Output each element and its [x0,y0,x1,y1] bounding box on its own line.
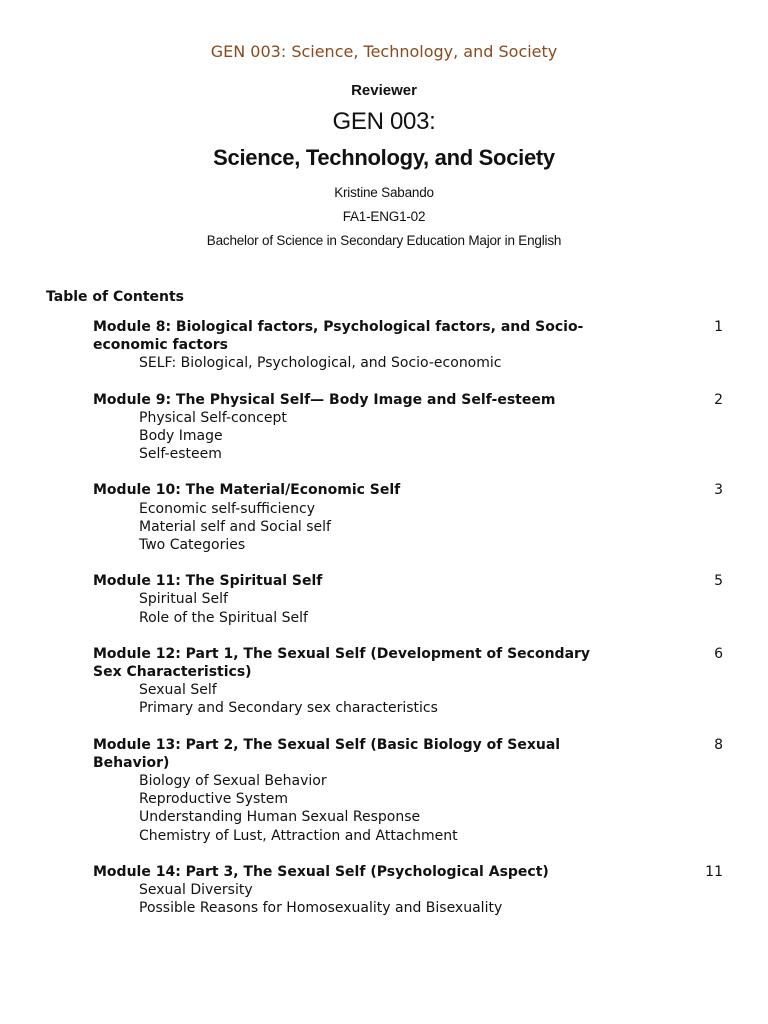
toc-subitem: Reproductive System [139,791,289,808]
toc-subitem: Sexual Self [139,682,217,699]
toc-subitem: Sexual Diversity [139,882,253,899]
page-number: 6 [714,645,723,662]
toc-module-10[interactable] [93,481,723,554]
degree-program: Bachelor of Science in Secondary Education Major in English [206,233,562,248]
page-number: 11 [705,863,723,880]
module-title: Module 10: The Material/Economic Self [93,482,401,499]
toc-subitem: Possible Reasons for Homosexuality and Bisexuality [139,900,503,917]
page-number: 2 [714,391,723,408]
page-number: 5 [714,573,723,590]
course-code-title: GEN 003: [332,108,436,135]
toc-subitem: Primary and Secondary sex characteristics [139,700,438,717]
section-code: FA1-ENG1-02 [342,209,426,224]
toc-subitem: Spiritual Self [139,591,228,608]
author-name: Kristine Sabando [334,185,434,200]
toc-subitem: Role of the Spiritual Self [139,609,308,626]
toc-subitem: Understanding Human Sexual Response [139,809,421,826]
toc-heading: Table of Contents [46,289,185,305]
toc-subitem: Self-esteem [139,446,222,463]
toc-module-8[interactable] [93,318,723,373]
page-number: 8 [714,736,723,753]
toc-subitem: Physical Self-concept [139,409,287,426]
module-title: Module 12: Part 1, The Sexual Self (Development of Secondary Sex Characteristics) [93,645,591,681]
toc-module-9[interactable] [93,391,723,464]
toc-subitem: Material self and Social self [139,518,331,535]
module-title: Module 13: Part 2, The Sexual Self (Basic Biology of Sexual Behavior) [93,736,561,771]
table-of-contents [93,318,723,935]
toc-module-13[interactable] [93,736,723,845]
document-label: Reviewer [351,82,417,99]
course-name-title: Science, Technology, and Society [213,145,555,170]
running-header: GEN 003: Science, Technology, and Society [210,42,558,61]
toc-subitem: Economic self-sufficiency [139,500,315,517]
module-title: Module 9: The Physical Self— Body Image and Self-esteem [93,391,556,408]
toc-module-14[interactable] [93,863,723,918]
toc-subitem: SELF: Biological, Psychological, and Socio-economic [139,355,502,372]
module-title: Module 8: Biological factors, Psychological factors, and Socio-economic factors [93,319,584,354]
toc-subitem: Body Image [139,428,223,445]
toc-module-11[interactable] [93,572,723,627]
page-number: 3 [714,482,723,499]
toc-module-12[interactable] [93,645,723,718]
module-title: Module 14: Part 3, The Sexual Self (Psychological Aspect) [93,863,549,880]
toc-subitem: Chemistry of Lust, Attraction and Attachment [139,827,458,844]
page-number: 1 [714,319,723,335]
module-title: Module 11: The Spiritual Self [93,573,323,590]
toc-subitem: Two Categories [139,537,246,554]
toc-subitem: Biology of Sexual Behavior [139,773,327,790]
